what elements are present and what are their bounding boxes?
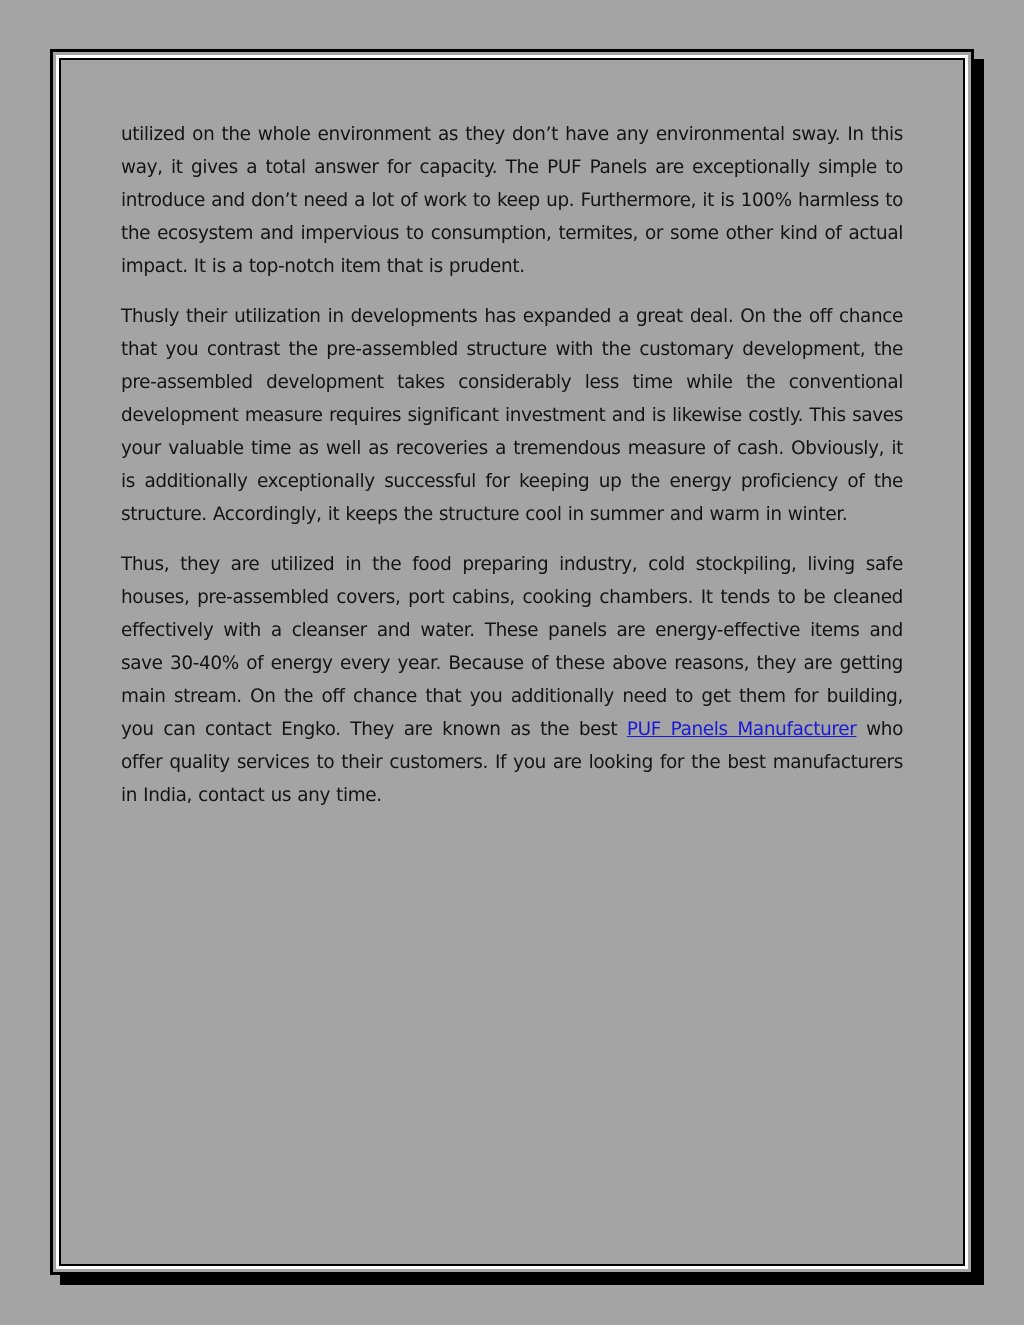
paragraph-3-text-after-link: who offer quality services to their customers. If you are looking for the best manufacturers in India, contact us any time. <box>121 719 903 806</box>
paragraph-3 <box>121 548 903 812</box>
document-body <box>121 118 903 829</box>
paragraph-1: utilized on the whole environment as they don’t have any environmental sway. In this way, it gives a total answer for capacity. The PUF Panels are exceptionally simple to introduce and don’t need a lot of work to keep up. Furthermore, it is 100% harmless to the ecosystem and impervious to consumption, termites, or some other kind of actual impact. It is a top-notch item that is prudent. <box>121 124 903 277</box>
paragraph-3-text-before-link: Thus, they are utilized in the food preparing industry, cold stockpiling, living safe houses, pre-assembled covers, port cabins, cooking chambers. It tends to be cleaned effectively with a cleanser and water. These panels are energy-effective items and save 30-40% of energy every year. Because of these above reasons, they are getting main stream. On the off chance that you additionally need to get them for building, you can contact Engko. They are known as the best <box>121 554 903 740</box>
puf-panels-manufacturer-link[interactable]: PUF Panels Manufacturer <box>626 719 857 740</box>
paragraph-2: Thusly their utilization in developments has expanded a great deal. On the off chance that you contrast the pre-assembled structure with the customary development, the pre-assembled development takes considerably less time while the conventional development measure requires significant investment and is likewise costly. This saves your valuable time as well as recoveries a tremendous measure of cash. Obviously, it is additionally exceptionally successful for keeping up the energy proficiency of the structure. Accordingly, it keeps the structure cool in summer and warm in winter. <box>121 306 903 525</box>
